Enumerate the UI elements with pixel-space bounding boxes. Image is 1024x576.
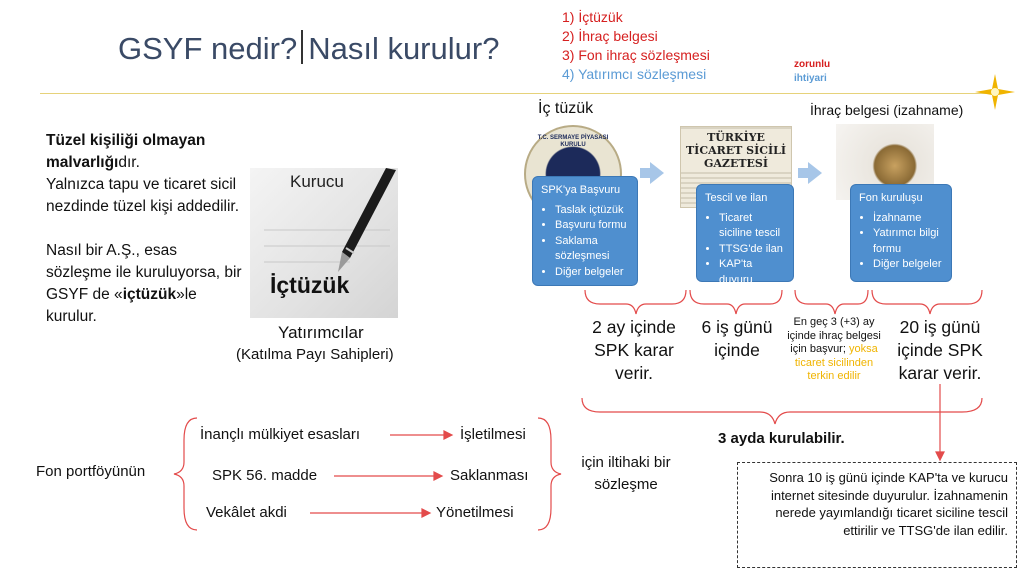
step-item: • İzahname bbox=[873, 211, 943, 227]
document-item-bylaw: 1) İçtüzük bbox=[562, 9, 623, 25]
founder-label: Kurucu bbox=[290, 172, 344, 191]
activity-operation: İşletilmesi bbox=[460, 426, 526, 443]
note-text: Sonra 10 iş günü içinde KAP'ta ve kurucu internet sitesinde duyurulur. İzahnamenin nerede yayımlandığı ticaret siciline tescil ettirilir ve TTSG'de ilan edilir. bbox=[769, 470, 1008, 538]
step-item: • Başvuru formu bbox=[555, 218, 629, 234]
brace-registration bbox=[690, 290, 782, 314]
document-item-issuance: 2) İhraç belgesi bbox=[562, 28, 658, 44]
portfolio-label: Fon portföyünün bbox=[36, 463, 146, 480]
step-item: • Ticaret siciline tescil bbox=[719, 211, 785, 242]
duration-spk-final: 20 iş günü içinde SPK karar verir. bbox=[897, 317, 983, 383]
duration-spk-decision: 2 ay içinde SPK karar verir. bbox=[592, 317, 676, 383]
step-item: • TTSG'de ilan bbox=[719, 242, 785, 258]
step-item: • Diğer belgeler bbox=[873, 257, 943, 273]
publication-note bbox=[737, 462, 1017, 568]
document-item-investor-contract: 4) Yatırımcı sözleşmesi bbox=[562, 66, 707, 82]
registry-note: Yalnızca tapu ve ticaret sicil nezdinde tüzel kişi addedilir. bbox=[46, 176, 240, 215]
bylaw-heading: İç tüzük bbox=[538, 100, 594, 117]
formation-bold: içtüzük bbox=[122, 286, 177, 303]
activity-custody: Saklanması bbox=[450, 467, 529, 484]
seal-text: T.C. SERMAYE PİYASASI KURULU bbox=[537, 135, 609, 148]
brace-right bbox=[538, 418, 561, 530]
brace-left bbox=[174, 418, 197, 530]
investors-label: Yatırımcılar bbox=[278, 323, 364, 342]
activity-management: Yönetilmesi bbox=[436, 504, 514, 521]
legend-mandatory: zorunlu bbox=[794, 59, 831, 70]
basis-fiduciary: İnançlı mülkiyet esasları bbox=[200, 426, 361, 443]
application-deadline: En geç 3 (+3) ay içinde ihraç belgesi için başvur; bbox=[787, 316, 881, 355]
step-heading: Tescil ve ilan bbox=[705, 192, 768, 204]
newspaper-text: TÜRKİYE TİCARET SİCİLİ GAZETESİ bbox=[681, 131, 791, 170]
step-heading: Fon kuruluşu bbox=[859, 192, 923, 204]
total-duration: 3 ayda kurulabilir. bbox=[718, 430, 845, 447]
step-item: • Diğer belgeler bbox=[555, 265, 629, 281]
brace-spk-decision bbox=[585, 290, 686, 314]
duration-application bbox=[782, 316, 886, 384]
document-item-issuance-contract: 3) Fon ihraç sözleşmesi bbox=[562, 47, 710, 63]
brace-total bbox=[582, 398, 982, 424]
definition-bold: Tüzel kişiliği olmayan malvarlığı bbox=[46, 132, 206, 171]
legend-optional: ihtiyari bbox=[794, 73, 827, 84]
participants-label: (Katılma Payı Sahipleri) bbox=[236, 346, 394, 363]
deregistration-warning: yoksa ticaret sicilinden terkin edilir bbox=[794, 343, 878, 382]
step-item: • Yatırımcı bilgi formu bbox=[873, 226, 943, 257]
formation-pre: Nasıl bir A.Ş., esas sözleşme ile kuruluyorsa, bir GSYF de « bbox=[46, 242, 242, 303]
step-item: • Saklama sözleşmesi bbox=[555, 234, 629, 265]
title-part1: GSYF nedir? bbox=[118, 31, 298, 66]
step-item: • KAP'ta duyuru bbox=[719, 257, 785, 288]
basis-agency: Vekâlet akdi bbox=[206, 504, 287, 521]
duration-registration: 6 iş günü içinde bbox=[701, 317, 773, 360]
step-item: • Taslak içtüzük bbox=[555, 203, 629, 219]
formation-post: »le kurulur. bbox=[46, 286, 197, 325]
step-heading: SPK'ya Başvuru bbox=[541, 184, 621, 196]
basis-article-56: SPK 56. madde bbox=[212, 467, 318, 484]
adhesion-contract: için iltihaki bir sözleşme bbox=[581, 454, 671, 493]
prospectus-heading: İhraç belgesi (izahname) bbox=[810, 102, 964, 118]
title-part2: Nasıl kurulur? bbox=[308, 31, 500, 66]
brace-final-decision bbox=[872, 290, 982, 314]
bylaw-label: İçtüzük bbox=[270, 272, 350, 298]
definition-rest: dır. bbox=[118, 154, 140, 171]
brace-application bbox=[795, 290, 868, 314]
